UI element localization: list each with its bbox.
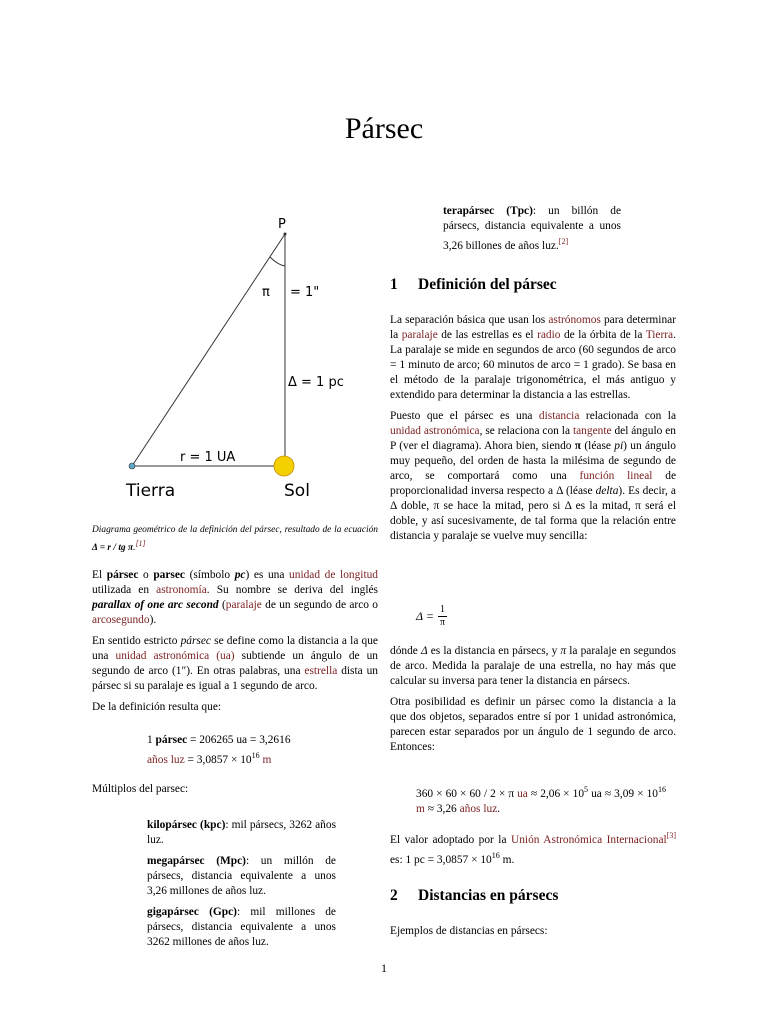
section-2-heading: 2 Distancias en pársecs	[390, 887, 559, 904]
link-paralaje[interactable]: paralaje	[225, 599, 262, 611]
parsec-diagram	[110, 210, 370, 510]
multiple-tpc: terapársec (Tpc): un billón de pársecs, distancia equivalente a unos 3,26 billones de años luz.[2]	[443, 205, 621, 252]
label-pi: π	[262, 285, 270, 300]
multiple-gpc: gigapársec (Gpc): mil millones de pársecs, distancia equivalente a unos 3262 millones de años luz.	[147, 906, 336, 948]
link-distancia[interactable]: distancia	[538, 410, 580, 422]
link-unidad-longitud[interactable]: unidad de longitud	[289, 569, 378, 581]
label-angle: = 1"	[290, 285, 320, 300]
earth-icon	[129, 463, 135, 469]
link-tangente[interactable]: tangente	[572, 425, 612, 437]
link-radio[interactable]: radio	[537, 329, 561, 341]
point-p	[284, 233, 287, 236]
multiple-kpc: kilopársec (kpc): mil pársecs, 3262 años luz.	[147, 819, 336, 846]
link-tierra[interactable]: Tierra	[645, 329, 674, 341]
link-estrella[interactable]: estrella	[304, 665, 338, 677]
equation-2: 360 × 60 × 60 / 2 × π ua ≈ $2,06 \times 10^5$ ua ≈ $3,09 \times 10^{16}$ m ≈ 3,26 años luz.	[416, 785, 666, 815]
label-delta: Δ = 1 pc	[288, 375, 344, 390]
multiple-mpc: megapársec (Mpc): un millón de pársecs, distancia equivalente a unos 3,26 millones de años luz.	[147, 855, 336, 897]
s1-paragraph-5: El valor adoptado por la Unión Astronómica Internacional[3] es: 1 pc = $3,0857 \times 10^{16}$ m.	[390, 831, 677, 866]
intro-paragraph-1: El pársec o parsec (símbolo pc) es una unidad de longitud utilizada en astronomía. Su nombre se deriva del inglés parallax of one arc second (paralaje de un segundo de arco o arcosegundo).	[92, 569, 378, 626]
link-arcosegundo[interactable]: arcosegundo	[92, 614, 150, 626]
link-unidad-astronomica[interactable]: unidad astronómica (ua)	[115, 650, 235, 662]
link-funcion-lineal[interactable]: función lineal	[579, 470, 653, 482]
label-sol: Sol	[284, 481, 310, 501]
s1-paragraph-4: Otra posibilidad es definir un pársec como la distancia a la que dos objetos, separados entre sí por 1 unidad astronómica, parecen estar separados por un ángulo de 1 segundo de arco. Entonces:	[390, 696, 676, 753]
link-metro-2[interactable]: m	[416, 802, 425, 815]
section-1-body	[390, 313, 676, 550]
section-1-heading: 1 Definición del pársec	[390, 276, 557, 293]
s1-paragraph-2: Puesto que el pársec es una distancia relacionada con la unidad astronómica, se relaciona con la tangente del ángulo en P (ver el diagrama). Ahora bien, siendo π (léase pi) un ángulo muy pequeño, del orden de hasta la milésima de segundo de arco, se comportará como una función lineal de proporcionalidad inversa respecto a Δ (léase delta). Es decir, a Δ doble, π se hace la mitad, pero si Δ es la mitad, π será el doble, y así sucesivamente, de tal forma que la relación entre distancia y paralaje se vuelve muy sencilla:	[390, 410, 677, 542]
link-uai[interactable]: Unión Astronómica Internacional	[510, 833, 667, 846]
link-astronomia[interactable]: astronomía	[156, 584, 207, 596]
label-r: r = 1 UA	[180, 450, 236, 465]
link-anos-luz[interactable]: años luz	[147, 753, 185, 766]
ref-link-3[interactable]: [3]	[666, 831, 677, 840]
s2-paragraph-1: Ejemplos de distancias en pársecs:	[390, 925, 548, 937]
intro-paragraph-2: En sentido estricto pársec se define como la distancia a la que una unidad astronómica (ua) subtiende un ángulo de un segundo de arco (1″). En otras palabras, una estrella dista un pársec si su paralaje es igual a 1 segundo de arco.	[92, 635, 378, 692]
intro-paragraph-3: De la definición resulta que:	[92, 701, 222, 713]
label-p: P	[278, 217, 286, 232]
sun-icon	[274, 456, 294, 476]
link-anos-luz-2[interactable]: años luz	[459, 802, 498, 815]
page-title: Pársec	[344, 112, 424, 145]
link-metro[interactable]: m	[259, 753, 272, 766]
s1-paragraph-1: La separación básica que usan los astrónomos para determinar la paralaje de las estrellas es el radio de la órbita de la Tierra. La paralaje se mide en segundos de arco (60 segundos de arco = 1 minuto de arco; 60 minutos de arco = 1 grado). Se basa en el método de la paralaje trigonométrica, el más antiguo y extendido para determinar la distancia a las estrellas.	[390, 314, 676, 401]
link-ua[interactable]: ua	[517, 787, 528, 800]
label-tierra: Tierra	[126, 481, 176, 501]
multiples-list	[147, 818, 336, 956]
section-1-body-2	[390, 644, 676, 761]
angle-arc	[270, 257, 285, 266]
equation-1: 1 pársec = 206265 ua = 3,2616 años luz = $3,0857 \times 10^{16}$ m	[147, 734, 291, 766]
link-paralaje-2[interactable]: paralaje	[401, 329, 438, 341]
link-astronomos[interactable]: astrónomos	[548, 314, 601, 326]
figure-caption: Diagrama geométrico de la definición del pársec, resultado de la ecuación Δ = r / tg π.[1]	[92, 525, 378, 554]
ref-link[interactable]: [1]	[135, 539, 146, 548]
multiples-label: Múltiplos del parsec:	[92, 783, 189, 795]
hypotenuse-line	[132, 234, 285, 466]
s1-paragraph-3: dónde Δ es la distancia en pársecs, y π la paralaje en segundos de arco. Medida la paralaje de una estrella, no hay más que calcular su inversa para tener la distancia en pársecs.	[390, 645, 676, 687]
page-number: 1	[381, 961, 387, 975]
link-unidad-astronomica-2[interactable]: unidad astronómica	[390, 425, 480, 437]
formula-delta: Δ = $\frac{1}{\pi}$	[416, 604, 445, 628]
left-column	[92, 568, 378, 721]
ref-link-2[interactable]: [2]	[558, 237, 569, 246]
